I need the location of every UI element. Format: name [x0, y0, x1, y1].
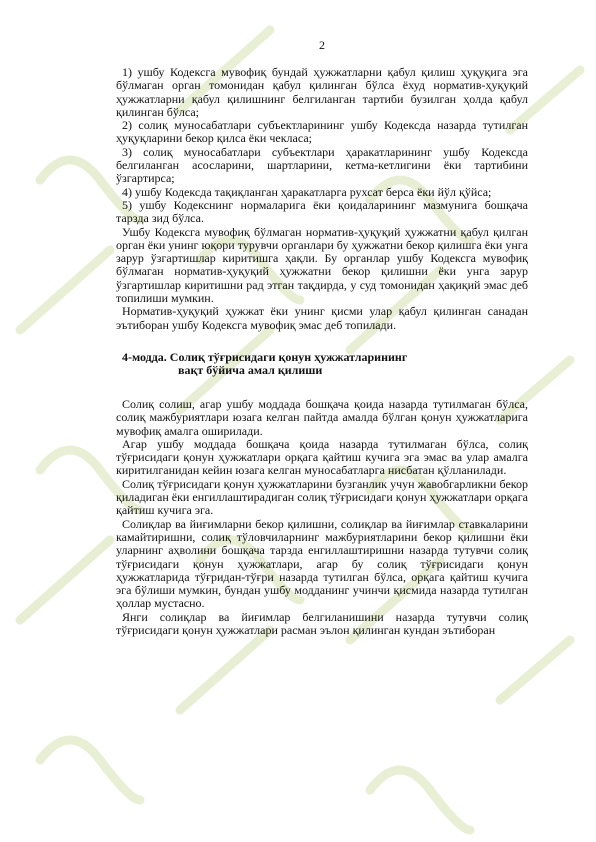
- document-body: [116, 66, 528, 637]
- paragraph-item-1: 1) ушбу Кодексга мувофиқ бундай ҳужжатларни қабул қилиш ҳуқуқига эга бўлмаган орган томонидан қабул қилинган бўлса ёхуд норматив-ҳуқуқий ҳужжатларни қабул қилишнинг белгиланган тартиби бузилган ҳолда қабул қилинган бўлса;: [116, 65, 528, 119]
- paragraph-item-2: 2) солиқ муносабатлари субъектларининг ушбу Кодексда назарда тутилган ҳуқуқларини бекор қилса ёки чекласа;: [116, 118, 528, 146]
- page-number: 2: [319, 38, 325, 52]
- paragraph-tax-easing: Солиқлар ва йиғимларни бекор қилишни, солиқлар ва йиғимлар ставкаларини камайтиришни, солиқ тўловчиларнинг мажбуриятларини бекор қилишни ёки уларнинг аҳволини бошқача тарзда енгиллаштиришни назарда тутувчи солиқ тўғрисидаги қонун ҳужжатлари, агар бу солиқ тўғрисидаги қонун ҳужжатларида тўғридан-тўғри назарда тутилган бўлса, орқага қайтиш кучига эга бўлиши мумкин, бундан ушбу модданинг учинчи қисмида назарда тутилган ҳоллар мустасно.: [116, 516, 528, 611]
- paragraph-new-taxes: Янги солиқлар ва йиғимлар белгиланишини назарда тутувчи солиқ тўғрисидаги қонун ҳужжатлари расман эълон қилинган кундан эътиборан: [116, 609, 528, 637]
- paragraph-no-retroactive: Агар ушбу моддада бошқача қоида назарда тутилмаган бўлса, солиқ тўғрисидаги қонун ҳужжатлари орқага қайтиш кучига эга эмас ва улар амалга киритилганидан кейин юзага келган муносабатларга нисбатан қўлланилади.: [116, 436, 528, 478]
- paragraph-liability-relief: Солиқ тўғрисидаги қонун ҳужжатларини бузганлик учун жавобгарликни бекор қиладиган ёки енгиллаштирадиган солиқ тўғрисидаги қонун ҳужжатлари орқага қайтиш кучига эга.: [116, 476, 528, 518]
- article-heading-line2: вақт бўйича амал қилиши: [178, 363, 323, 378]
- paragraph-nonconforming-act: Ушбу Кодексга мувофиқ бўлмаган норматив-ҳуқуқий ҳужжатни қабул қилган орган ёки унинг юқори турувчи органлари бу ҳужжатни бекор қилишга ёки унга зарур ўзгартишлар киритишга ҳақли. Бу органлар ушбу Кодексга мувофиқ бўлмаган норматив-ҳуқуқий ҳужжатни бекор қилишни ёки унга зарур ўзгартишлар киритишни рад этган тақдирда, у суд томонидан ҳақиқий эмас деб топилиши мумкин.: [116, 224, 528, 306]
- paragraph-item-5: 5) ушбу Кодекснинг нормаларига ёки қоидаларининг мазмунига бошқача тарзда зид бўлса.: [116, 197, 528, 226]
- paragraph-taxation-rule: Солиқ солиш, агар ушбу моддада бошқача қоида назарда тутилмаган бўлса, солиқ мажбуриятлари юзага келган пайтда амалда бўлган қонун ҳужжатларига мувофиқ амалга оширилади.: [116, 396, 528, 438]
- article-heading: [122, 351, 528, 378]
- paragraph-invalid-from-date: Норматив-ҳуқуқий ҳужжат ёки унинг қисми улар қабул қилинган санадан эътиборан ушбу Кодексга мувофиқ эмас деб топилади.: [116, 304, 528, 332]
- paragraph-item-4: 4) ушбу Кодексда тақиқланган ҳаракатларга рухсат берса ёки йўл қўйса;: [122, 184, 492, 199]
- article-heading-line1: 4-модда. Солиқ тўғрисидаги қонун ҳужжатларининг: [122, 349, 408, 364]
- paragraph-item-3: 3) солиқ муносабатлари субъектлари ҳаракатларининг ушбу Кодексда белгиланган асосларини, шартларини, кетма-кетлигини ёки тартибини ўзгартирса;: [116, 144, 528, 186]
